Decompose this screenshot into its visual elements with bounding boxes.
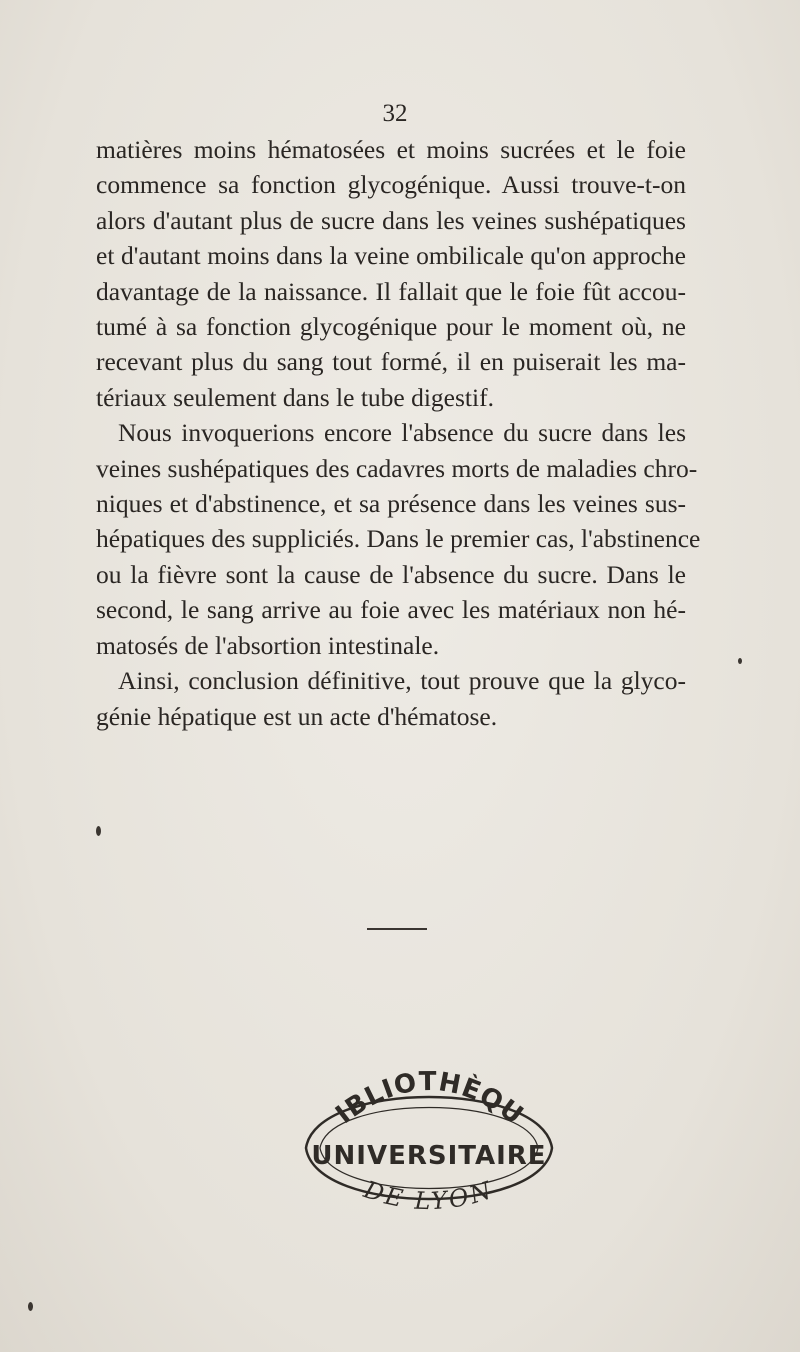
- text-line: génie hépatique est un acte d'hématose.: [96, 701, 498, 731]
- page-number: 32: [382, 100, 408, 127]
- paragraph-3: [96, 663, 686, 734]
- text-line: Ainsi, conclusion définitive, tout prouve que la glyco-: [118, 666, 686, 696]
- stamp-top-text: IBLIOTHÈQU: [330, 1066, 530, 1132]
- stamp-bottom-text: DE LYON: [360, 1175, 498, 1216]
- text-line: davantage de la naissance. Il fallait que le foie fût accou-: [96, 276, 686, 306]
- ink-speck: [96, 826, 101, 836]
- text-line: commence sa fonction glycogénique. Aussi trouve-t-on: [96, 170, 686, 200]
- body-text: [96, 132, 701, 734]
- ink-speck: [738, 658, 742, 664]
- svg-text:BIBLIOTHÈQUE: [298, 1060, 529, 1131]
- text-line: niques et d'abstinence, et sa présence dans les veines sus-: [96, 489, 686, 519]
- text-line: ou la fièvre sont la cause de l'absence du sucre. Dans le: [96, 559, 686, 589]
- text-line: hépatiques des suppliciés. Dans le premier cas, l'abstinence: [96, 524, 701, 554]
- paragraph-1: [96, 132, 686, 415]
- text-line: alors d'autant plus de sucre dans les veines sushépatiques: [96, 205, 686, 235]
- text-line: tériaux seulement dans le tube digestif.: [96, 382, 494, 412]
- section-divider: [367, 928, 427, 930]
- text-line: veines sushépatiques des cadavres morts de maladies chro-: [96, 453, 698, 483]
- stamp-middle-text: UNIVERSITAIRE: [311, 1141, 547, 1171]
- text-line: matosés de l'absortion intestinale.: [96, 630, 440, 660]
- text-line: Nous invoquerions encore l'absence du sucre dans les: [118, 418, 686, 448]
- ink-speck: [28, 1302, 33, 1311]
- text-line: recevant plus du sang tout formé, il en puiserait les ma-: [96, 347, 686, 377]
- text-line: tumé à sa fonction glycogénique pour le moment où, ne: [96, 312, 686, 342]
- paragraph-2: [96, 415, 701, 663]
- text-line: second, le sang arrive au foie avec les matériaux non hé-: [96, 595, 686, 625]
- svg-text:DE LYON: [360, 1175, 498, 1215]
- text-line: matières moins hématosées et moins sucrées et le foie: [96, 135, 686, 164]
- text-line: et d'autant moins dans la veine ombilicale qu'on approche: [96, 241, 686, 271]
- library-stamp: [298, 1060, 560, 1226]
